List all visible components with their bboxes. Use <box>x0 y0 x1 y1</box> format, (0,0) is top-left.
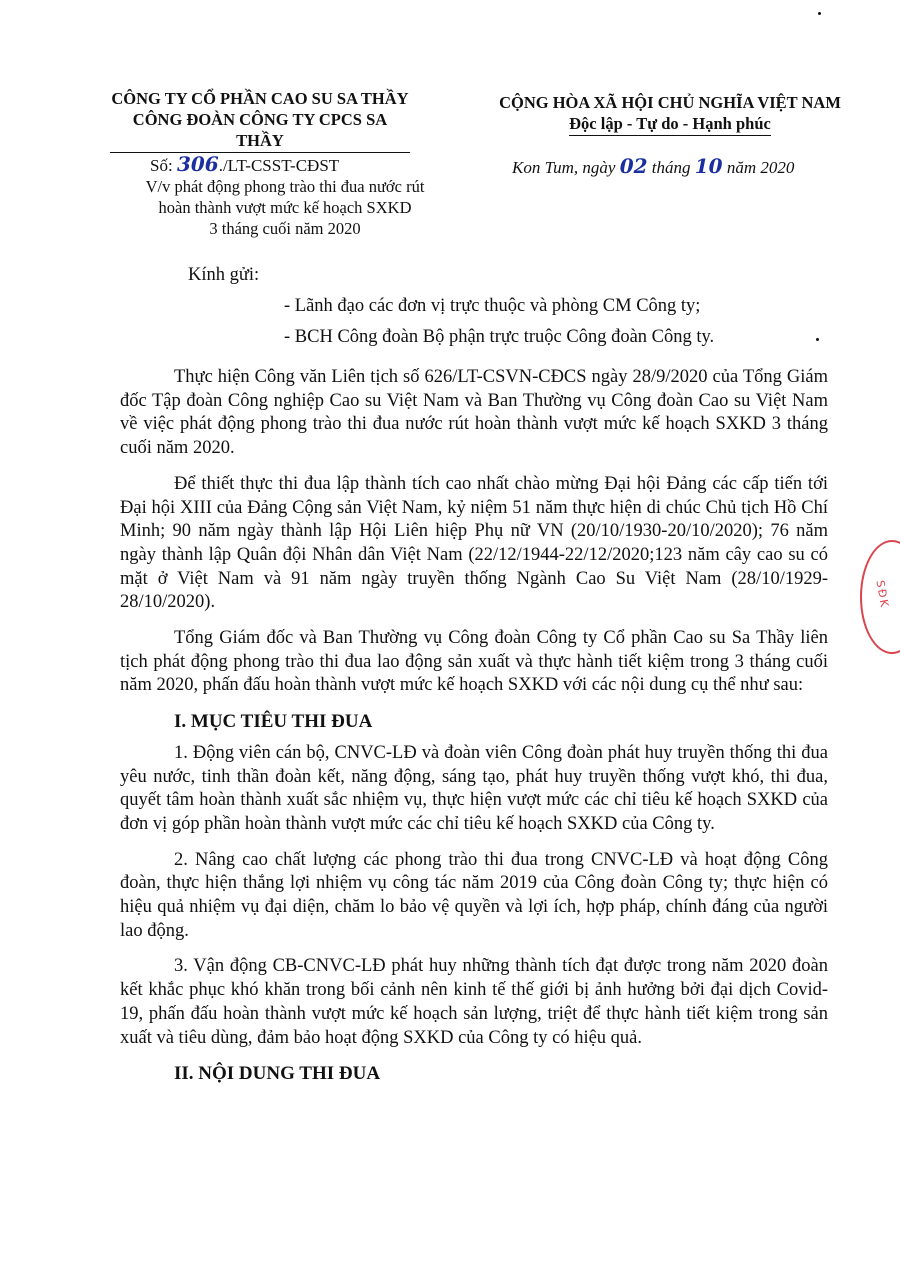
recipients-block <box>188 260 714 353</box>
recipient-item: - BCH Công đoàn Bộ phận trực truộc Công đoàn Công ty. <box>284 327 715 347</box>
handwritten-day: 02 <box>619 154 648 178</box>
union-name: CÔNG ĐOÀN CÔNG TY CPCS SA THẦY <box>110 109 410 153</box>
document-body <box>120 366 828 1094</box>
republic-name: CỘNG HÒA XÃ HỘI CHỦ NGHĨA VIỆT NAM <box>499 93 841 112</box>
paragraph: Tổng Giám đốc và Ban Thường vụ Công đoàn Công ty Cổ phần Cao su Sa Thầy liên tịch phát động phong trào thi đua lao động sản xuất và thực hành tiết kiệm trong 3 tháng cuối năm 2020, phấn đấu hoàn thành vượt mức kế hoạch SXKD với các nội dung cụ thể như sau: <box>120 628 828 696</box>
section-item: 1. Động viên cán bộ, CNVC-LĐ và đoàn viên Công đoàn phát huy truyền thống thi đua yêu nước, tinh thần đoàn kết, năng động, sáng tạo, phát huy truyền thống vượt khó, thi đua, quyết tâm hoàn thành xuất sắc nhiệm vụ, thực hiện vượt mức các chỉ tiêu kế hoạch SXKD của đơn vị góp phần hoàn thành vượt mức các chỉ tiêu kế hoạch SXKD của Công ty. <box>120 742 828 834</box>
national-header <box>490 92 850 136</box>
company-name: CÔNG TY CỔ PHẦN CAO SU SA THẦY <box>111 89 409 108</box>
scan-speck <box>818 12 821 15</box>
section-heading: II. NỘI DUNG THI ĐUA <box>174 1063 381 1085</box>
issue-date: Kon Tum, ngày 02 tháng 10 năm 2020 <box>512 154 795 178</box>
scan-speck <box>816 338 819 341</box>
recipient-item: - Lãnh đạo các đơn vị trực thuộc và phòng CM Công ty; <box>284 296 701 316</box>
section-item: 3. Vận động CB-CNVC-LĐ phát huy những thành tích đạt được trong năm 2020 đoàn kết khắc phục khó khăn trong bối cảnh nên kinh tế thế giới bị ảnh hưởng bởi đại dịch Covid-19, phấn đấu hoàn thành vượt mức kế hoạch sản lượng, triệt để thực hành tiết kiệm trong sản xuất và tiêu dùng, đảm bảo hoạt động SXKD của Công ty có hiệu quả. <box>120 956 828 1048</box>
red-seal-stamp: SĐK <box>860 540 900 654</box>
national-motto: Độc lập - Tự do - Hạnh phúc <box>490 113 850 136</box>
document-number: Số: 306./LT-CSST-CĐST <box>150 152 340 176</box>
paragraph: Thực hiện Công văn Liên tịch số 626/LT-CSVN-CĐCS ngày 28/9/2020 của Tổng Giám đốc Tập đoàn Công nghiệp Cao su Việt Nam và Ban Thường vụ Công đoàn Cao su Việt Nam về việc phát động phong trào thi đua nước rút hoàn thành vượt mức kế hoạch SXKD 3 tháng cuối năm 2020. <box>120 367 828 459</box>
handwritten-number: 306 <box>176 152 219 176</box>
handwritten-month: 10 <box>694 154 723 178</box>
section-item: 2. Nâng cao chất lượng các phong trào thi đua trong CNVC-LĐ và hoạt động Công đoàn, thực hiện thắng lợi nhiệm vụ công tác năm 2019 của Công đoàn Công ty; thực hiện có hiệu quả nhiệm vụ đại diện, chăm lo bảo vệ quyền và lợi ích, hợp pháp, chính đáng của người lao động. <box>120 849 828 941</box>
issuer-header <box>110 88 410 153</box>
recipients-label: Kính gửi: <box>188 265 260 285</box>
subject-line: V/v phát động phong trào thi đua nước rút hoàn thành vượt mức kế hoạch SXKD 3 tháng cuối năm 2020 <box>145 177 425 238</box>
section-heading: I. MỤC TIÊU THI ĐUA <box>174 711 373 733</box>
paragraph: Để thiết thực thi đua lập thành tích cao nhất chào mừng Đại hội Đảng các cấp tiến tới Đại hội XIII của Đảng Cộng sản Việt Nam, kỷ niệm 51 năm thực hiện di chúc Chủ tịch Hồ Chí Minh; 90 năm ngày thành lập Hội Liên hiệp Phụ nữ VN (20/10/1930-20/10/2020); 76 năm ngày thành lập Quân đội Nhân dân Việt Nam (22/12/1944-22/12/2020;123 năm cây cao su có mặt ở Việt Nam và 91 năm ngày truyền thống Ngành Cao Su Việt Nam (28/10/1929-28/10/2020). <box>120 473 828 613</box>
